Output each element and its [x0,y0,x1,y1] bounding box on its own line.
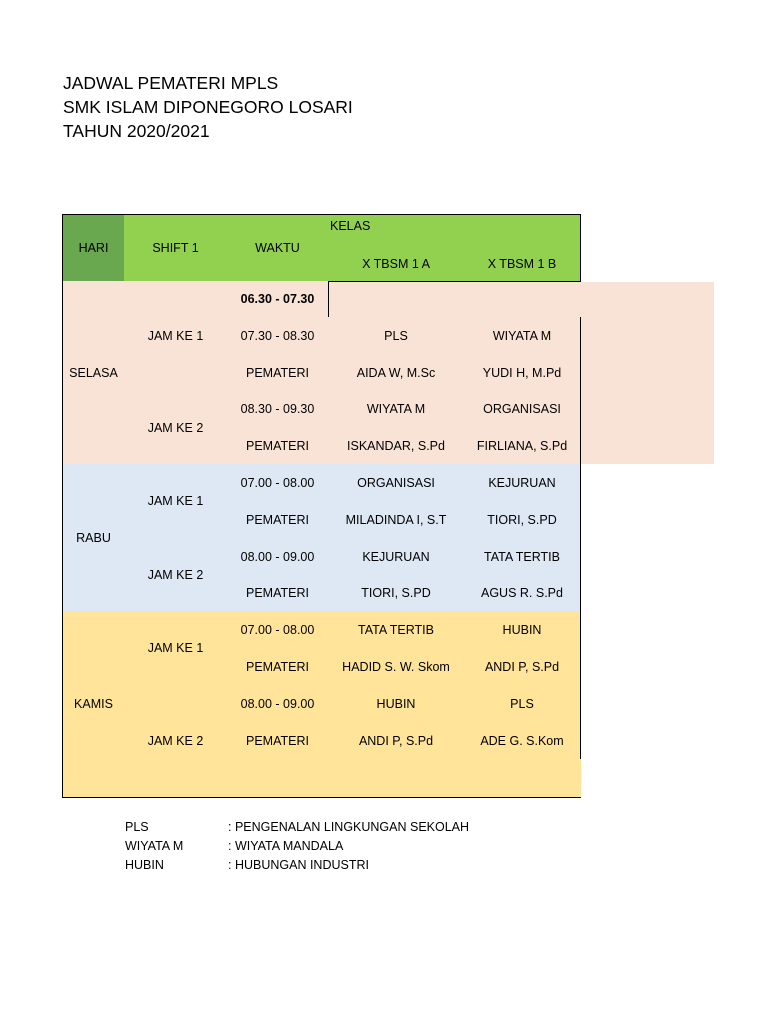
legend-row [125,856,469,875]
legend-desc: : HUBUNGAN INDUSTRI [228,858,369,872]
day-kamis: KAMIS [62,611,125,798]
header-kelas: KELAS [328,214,465,248]
kamis-pemateri-2-class-b: ADE G. S.Kom [464,722,581,760]
selasa-pemateri-1-class-b: YUDI H, M.Pd [464,354,581,392]
kamis-time-2-class-a: HUBIN [328,685,465,723]
kamis-pemateri-1-class-b: ANDI P, S.Pd [464,648,581,686]
legend-abbr: PLS [125,820,149,834]
rabu-time-2: 08.00 - 09.00 [227,538,329,576]
kamis-jam-1: JAM KE 1 [124,611,228,686]
rabu-time-1: 07.00 - 08.00 [227,464,329,502]
selasa-time-1: 07.30 - 08.30 [227,317,329,355]
header-shift: SHIFT 1 [124,214,228,282]
rabu-jam-1: JAM KE 1 [124,464,228,539]
selasa-pemateri-2-class-a: ISKANDAR, S.Pd [328,427,465,465]
selasa-time-0: 06.30 - 07.30 [227,281,329,318]
kamis-time-2-class-b: PLS [464,685,581,723]
legend-row [125,837,469,856]
header-kelas-blank [464,214,581,248]
kamis-pemateri-1-label: PEMATERI [227,648,329,686]
kamis-time-1-class-a: TATA TERTIB [328,611,465,649]
kamis-time-1: 07.00 - 08.00 [227,611,329,649]
selasa-time-1-class-b: WIYATA M [464,317,581,355]
kamis-time-1-class-b: HUBIN [464,611,581,649]
selasa-time-2: 08.30 - 09.30 [227,391,329,428]
selasa-pemateri-1-class-a: AIDA W, M.Sc [328,354,465,392]
legend-desc: : PENGENALAN LINGKUNGAN SEKOLAH [228,820,470,834]
header-class-a: X TBSM 1 A [328,247,465,282]
title-line-2: SMK ISLAM DIPONEGORO LOSARI [63,97,353,117]
title-line-3: TAHUN 2020/2021 [63,121,210,141]
selasa-time-2-class-a: WIYATA M [328,391,465,428]
selasa-pemateri-2-class-b: FIRLIANA, S.Pd [464,427,581,465]
rabu-time-1-class-b: KEJURUAN [464,464,581,502]
rabu-time-2-class-a: KEJURUAN [328,538,465,576]
kamis-pemateri-2-class-a: ANDI P, S.Pd [328,722,465,760]
selasa-pemateri-2-label: PEMATERI [227,427,329,465]
kamis-time-2: 08.00 - 09.00 [227,685,329,723]
header-waktu: WAKTU [227,214,329,282]
rabu-pemateri-2-label: PEMATERI [227,575,329,612]
selasa-jam-1: JAM KE 1 [124,281,228,392]
day-rabu: RABU [62,464,125,612]
rabu-jam-2: JAM KE 2 [124,538,228,612]
kamis-jam-2: JAM KE 2 [124,685,228,798]
rabu-pemateri-1-class-a: MILADINDA I, S.T [328,501,465,539]
day-selasa: SELASA [62,281,125,465]
header-hari: HARI [62,214,125,282]
legend-desc: : WIYATA MANDALA [228,839,344,853]
selasa-time-2-class-b: ORGANISASI [464,391,581,428]
header-class-b: X TBSM 1 B [464,247,581,282]
legend-abbr: HUBIN [125,858,164,872]
selasa-jam-2: JAM KE 2 [124,391,228,465]
rabu-time-1-class-a: ORGANISASI [328,464,465,502]
selasa-time-1-class-a: PLS [328,317,465,355]
legend-abbr: WIYATA M [125,839,184,853]
title-line-1: JADWAL PEMATERI MPLS [63,73,279,93]
kamis-pemateri-1-class-a: HADID S. W. Skom [328,648,465,686]
selasa-pemateri-1-label: PEMATERI [227,354,329,392]
abbreviation-legend [125,818,469,875]
kamis-empty-row [227,759,581,798]
kamis-pemateri-2-label: PEMATERI [227,722,329,760]
rabu-pemateri-2-class-b: AGUS R. S.Pd [464,575,581,612]
legend-row [125,818,469,837]
rabu-pemateri-1-class-b: TIORI, S.PD [464,501,581,539]
rabu-pemateri-2-class-a: TIORI, S.PD [328,575,465,612]
rabu-pemateri-1-label: PEMATERI [227,501,329,539]
rabu-time-2-class-b: TATA TERTIB [464,538,581,576]
